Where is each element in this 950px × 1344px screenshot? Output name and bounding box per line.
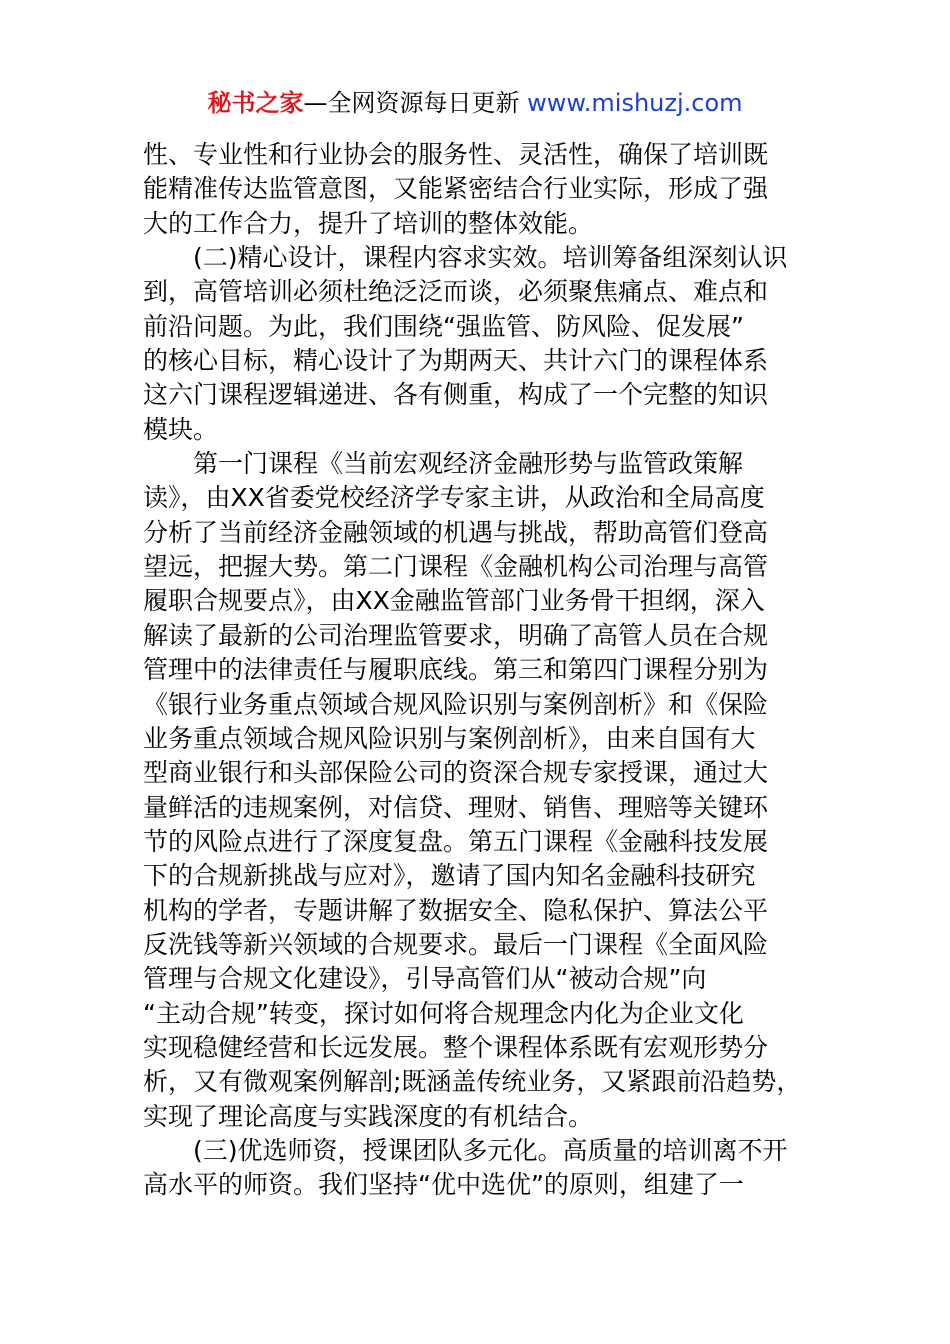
text-line: 高水平的师资。我们坚持“优中选优”的原则，组建了一 — [143, 1170, 744, 1200]
text-line: 读》，由XX省委党校经济学专家主讲，从政治和全局高度 — [143, 483, 765, 513]
text-line: 节的风险点进行了深度复盘。第五门课程《金融科技发展 — [143, 826, 769, 856]
text-line: 机构的学者，专题讲解了数据安全、隐私保护、算法公平 — [143, 895, 769, 925]
text-line: 反洗钱等新兴领域的合规要求。最后一门课程《全面风险 — [143, 929, 769, 959]
text-line: 大的工作合力，提升了培训的整体效能。 — [143, 208, 594, 238]
text-line: 的核心目标，精心设计了为期两天、共计六门的课程体系 — [143, 346, 769, 376]
site-brand: 秘书之家 — [207, 89, 304, 117]
site-header — [0, 86, 950, 120]
text-line: 管理与合规文化建设》，引导高管们从“被动合规”向 — [143, 964, 707, 994]
text-line: 到，高管培训必须杜绝泛泛而谈，必须聚焦痛点、难点和 — [143, 277, 769, 307]
document-body — [143, 138, 813, 1203]
text-line: 前沿问题。为此，我们围绕“强监管、防风险、促发展” — [143, 311, 744, 341]
text-line: 这六门课程逻辑递进、各有侧重，构成了一个完整的知识 — [143, 380, 769, 410]
text-line: 性、专业性和行业协会的服务性、灵活性，确保了培训既 — [143, 140, 769, 169]
text-line: “主动合规”转变，探讨如何将合规理念内化为企业文化 — [143, 998, 744, 1028]
text-line: 模块。 — [143, 414, 219, 444]
text-line: 分析了当前经济金融领域的机遇与挑战，帮助高管们登高 — [143, 517, 769, 547]
site-slogan: —全网资源每日更新 — [303, 89, 520, 117]
text-line: 型商业银行和头部保险公司的资深合规专家授课，通过大 — [143, 758, 769, 788]
text-line: 业务重点领域合规风险识别与案例剖析》，由来自国有大 — [143, 723, 756, 753]
text-line: 第一门课程《当前宏观经济金融形势与监管政策解 — [193, 449, 744, 479]
text-line: 望远，把握大势。第二门课程《金融机构公司治理与高管 — [143, 552, 769, 582]
text-line: 实现了理论高度与实践深度的有机结合。 — [143, 1101, 594, 1131]
text-line: 《银行业务重点领域合规风险识别与案例剖析》和《保险 — [143, 689, 769, 719]
text-line: 下的合规新挑战与应对》，邀请了国内知名金融科技研究 — [143, 861, 756, 891]
text-line: 履职合规要点》，由XX金融监管部门业务骨干担纲，深入 — [143, 586, 765, 616]
text-line: 析，又有微观案例解剖;既涵盖传统业务，又紧跟前沿趋势， — [143, 1067, 802, 1097]
text-line: (二)精心设计，课程内容求实效。培训筹备组深刻认识 — [193, 243, 788, 273]
text-line: 量鲜活的违规案例，对信贷、理财、销售、理赔等关键环 — [143, 792, 769, 822]
text-line: (三)优选师资，授课团队多元化。高质量的培训离不开 — [193, 1135, 788, 1165]
text-line: 管理中的法律责任与履职底线。第三和第四门课程分别为 — [143, 655, 769, 685]
text-line: 实现稳健经营和长远发展。整个课程体系既有宏观形势分 — [143, 1032, 769, 1062]
text-line: 解读了最新的公司治理监管要求，明确了高管人员在合规 — [143, 620, 769, 650]
text-line: 能精准传达监管意图，又能紧密结合行业实际，形成了强 — [143, 174, 769, 204]
site-url-link[interactable]: www.mishuzj.com — [527, 89, 743, 117]
